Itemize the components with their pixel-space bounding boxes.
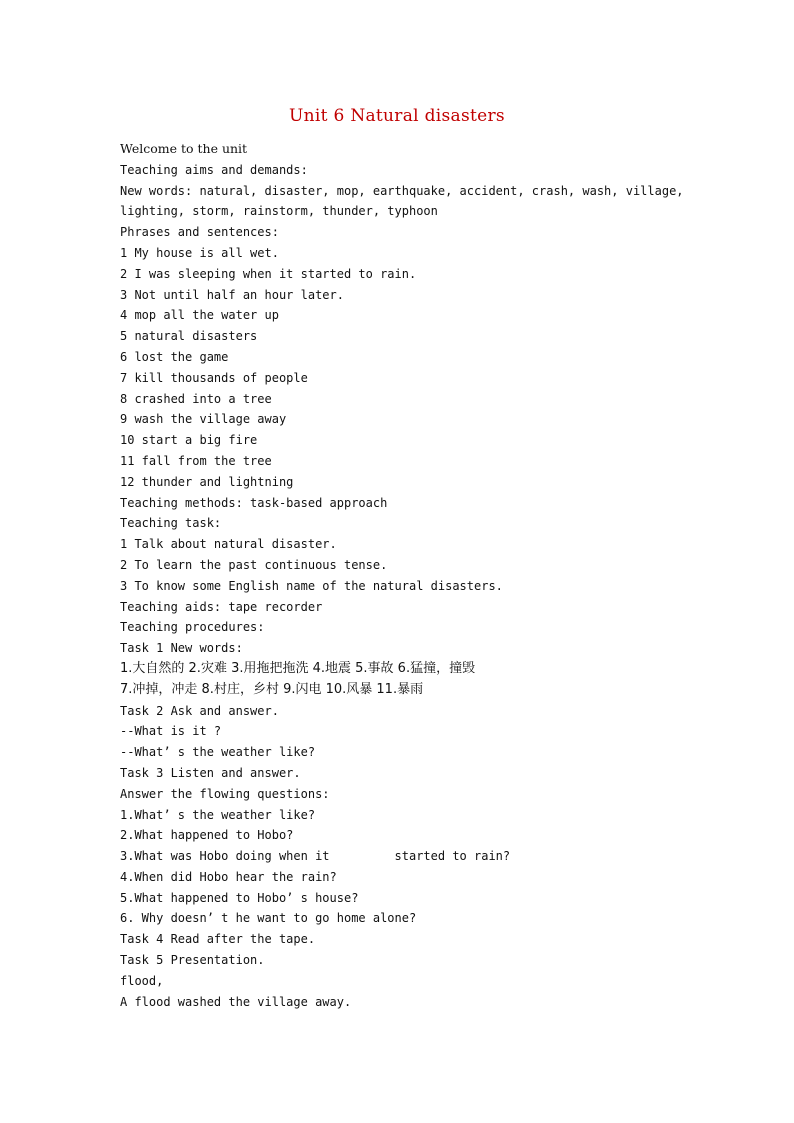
text-line: Task 5 Presentation. xyxy=(120,953,265,968)
text-line: 1 Talk about natural disaster. xyxy=(120,537,337,552)
text-line: 3 Not until half an hour later. xyxy=(120,287,344,302)
text-line: Teaching task: xyxy=(120,516,222,531)
text-line: A flood washed the village away. xyxy=(120,994,352,1009)
text-line: Answer the flowing questions: xyxy=(120,786,330,801)
text-line: Teaching methods: task-based approach xyxy=(120,495,388,510)
text-line: flood, xyxy=(120,973,164,988)
text-line: 6. Why doesn’ t he want to go home alone? xyxy=(120,911,417,926)
text-line: 6 lost the game xyxy=(120,349,229,364)
text-line: 10 start a big fire xyxy=(120,433,258,448)
text-line: 2 To learn the past continuous tense. xyxy=(120,557,388,572)
text-line: --What’ s the weather like? xyxy=(120,745,316,760)
text-line: 5.What happened to Hobo’ s house? xyxy=(120,890,359,905)
text-line: 12 thunder and lightning xyxy=(120,474,294,489)
text-line: Task 2 Ask and answer. xyxy=(120,703,279,718)
text-line: 7 kill thousands of people xyxy=(120,370,308,385)
text-line: 4 mop all the water up xyxy=(120,308,279,323)
text-line: Teaching procedures: xyxy=(120,620,265,635)
text-line: 8 crashed into a tree xyxy=(120,391,272,406)
text-line: 2 I was sleeping when it started to rain. xyxy=(120,266,417,281)
text-line: Teaching aids: tape recorder xyxy=(120,599,323,614)
text-line: --What is it ? xyxy=(120,724,222,739)
text-line: Task 1 New words: xyxy=(120,641,243,656)
text-line: 3 To know some English name of the natural disasters. xyxy=(120,578,503,593)
document-body xyxy=(120,139,720,1012)
text-line: lighting, storm, rainstorm, thunder, typhoon xyxy=(120,204,438,219)
chinese-vocabulary-line: 1.大自然的 2.灾难 3.用拖把拖洗 4.地震 5.事故 6.猛撞，撞毁 xyxy=(120,660,476,676)
text-line: 9 wash the village away xyxy=(120,412,287,427)
section-heading: Welcome to the unit xyxy=(120,141,248,156)
text-line: 1.What’ s the weather like? xyxy=(120,807,316,822)
chinese-vocabulary-line: 7.冲掉，冲走 8.村庄，乡村 9.闪电 10.风暴 11.暴雨 xyxy=(120,681,424,697)
text-line: Task 4 Read after the tape. xyxy=(120,932,316,947)
text-line: Phrases and sentences: xyxy=(120,225,279,240)
text-line: New words: natural, disaster, mop, earthquake, accident, crash, wash, village, xyxy=(120,183,684,198)
text-line: 5 natural disasters xyxy=(120,329,258,344)
text-line: 11 fall from the tree xyxy=(120,453,272,468)
text-line: Task 3 Listen and answer. xyxy=(120,765,301,780)
text-line: 4.When did Hobo hear the rain? xyxy=(120,869,337,884)
text-line: Teaching aims and demands: xyxy=(120,162,308,177)
text-line: 1 My house is all wet. xyxy=(120,245,279,260)
text-line: 2.What happened to Hobo? xyxy=(120,828,294,843)
page-title: Unit 6 Natural disasters xyxy=(289,106,505,126)
text-line: 3.What was Hobo doing when it started to rain? xyxy=(120,849,511,864)
